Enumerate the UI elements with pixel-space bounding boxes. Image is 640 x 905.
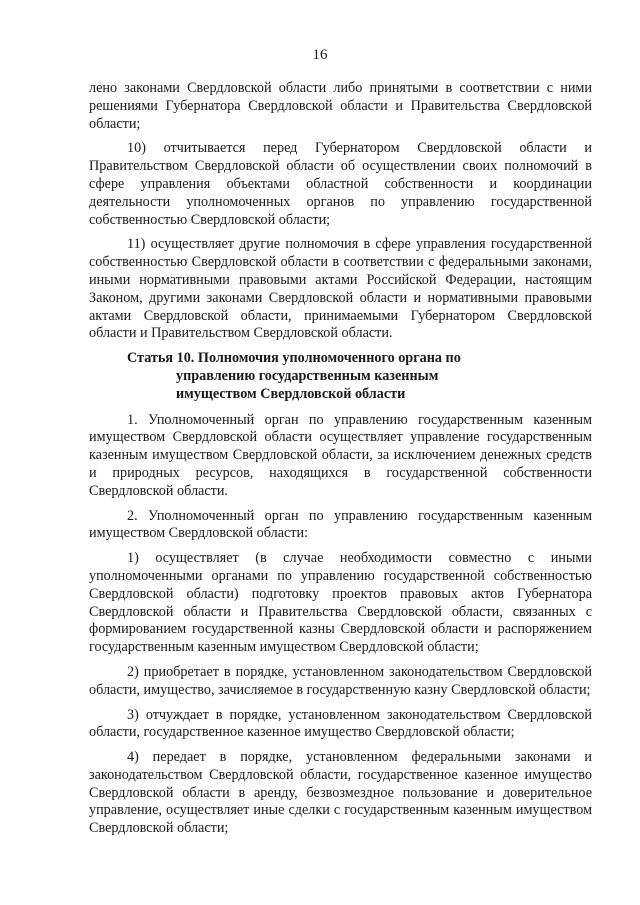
paragraph-subitem-1: 1) осуществляет (в случае необходимости совместно с иными уполномоченными органами по управлению государственной собственностью Свердловской области) подготовку проектов правовых актов Губернатора Свердловской области и Правительства Свердловской области, связанных с формированием государственной казны Свердловской области и распоряжением государственным казенным имуществом Свердловской области;	[89, 550, 592, 656]
article-heading-line-3: имуществом Свердловской области	[176, 385, 406, 402]
page-number: 16	[312, 47, 328, 63]
document-body	[89, 80, 592, 845]
paragraph-subitem-4: 4) передает в порядке, установленном федеральными законами и законодательством Свердловской области, государственное казенное имущество Свердловской области в аренду, безвозмездное пользование и доверительное управление, осуществляет иные сделки с государственным казенным имуществом Свердловской области;	[89, 749, 592, 837]
paragraph-subitem-3: 3) отчуждает в порядке, установленном законодательством Свердловской области, государственное казенное имущество Свердловской области;	[89, 706, 592, 741]
article-heading-line-1: Статья 10. Полномочия уполномоченного органа по	[127, 350, 461, 367]
article-heading	[89, 350, 592, 403]
paragraph-clause-2: 2. Уполномоченный орган по управлению государственным казенным имуществом Свердловской области:	[89, 507, 592, 542]
paragraph-item-11: 11) осуществляет другие полномочия в сфере управления государственной собственностью Свердловской области в соответствии с федеральными законами, иными нормативными правовыми актами Российской Федерации, настоящим Законом, другими законами Свердловской области и нормативными правовыми актами Свердловской области, принимаемыми Губернатором Свердловской области и Правительством Свердловской области.	[89, 236, 592, 342]
paragraph-clause-1: 1. Уполномоченный орган по управлению государственным казенным имуществом Свердловской области осуществляет управление государственным казенным имуществом Свердловской области, за исключением денежных средств и природных ресурсов, находящихся в государственной собственности Свердловской области.	[89, 411, 592, 499]
paragraph-subitem-2: 2) приобретает в порядке, установленном законодательством Свердловской области, имущество, зачисляемое в государственную казну Свердловской области;	[89, 663, 592, 698]
paragraph-item-10: 10) отчитывается перед Губернатором Свердловской области и Правительством Свердловской области об осуществлении своих полномочий в сфере управления объектами областной собственности и координации деятельности уполномоченных органов по управлению государственной собственностью Свердловской области;	[89, 140, 592, 228]
article-heading-line-2: управлению государственным казенным	[176, 367, 439, 384]
paragraph-continuation: лено законами Свердловской области либо принятыми в соответствии с ними решениями Губернатора Свердловской области и Правительства Свердловской области;	[89, 80, 592, 132]
